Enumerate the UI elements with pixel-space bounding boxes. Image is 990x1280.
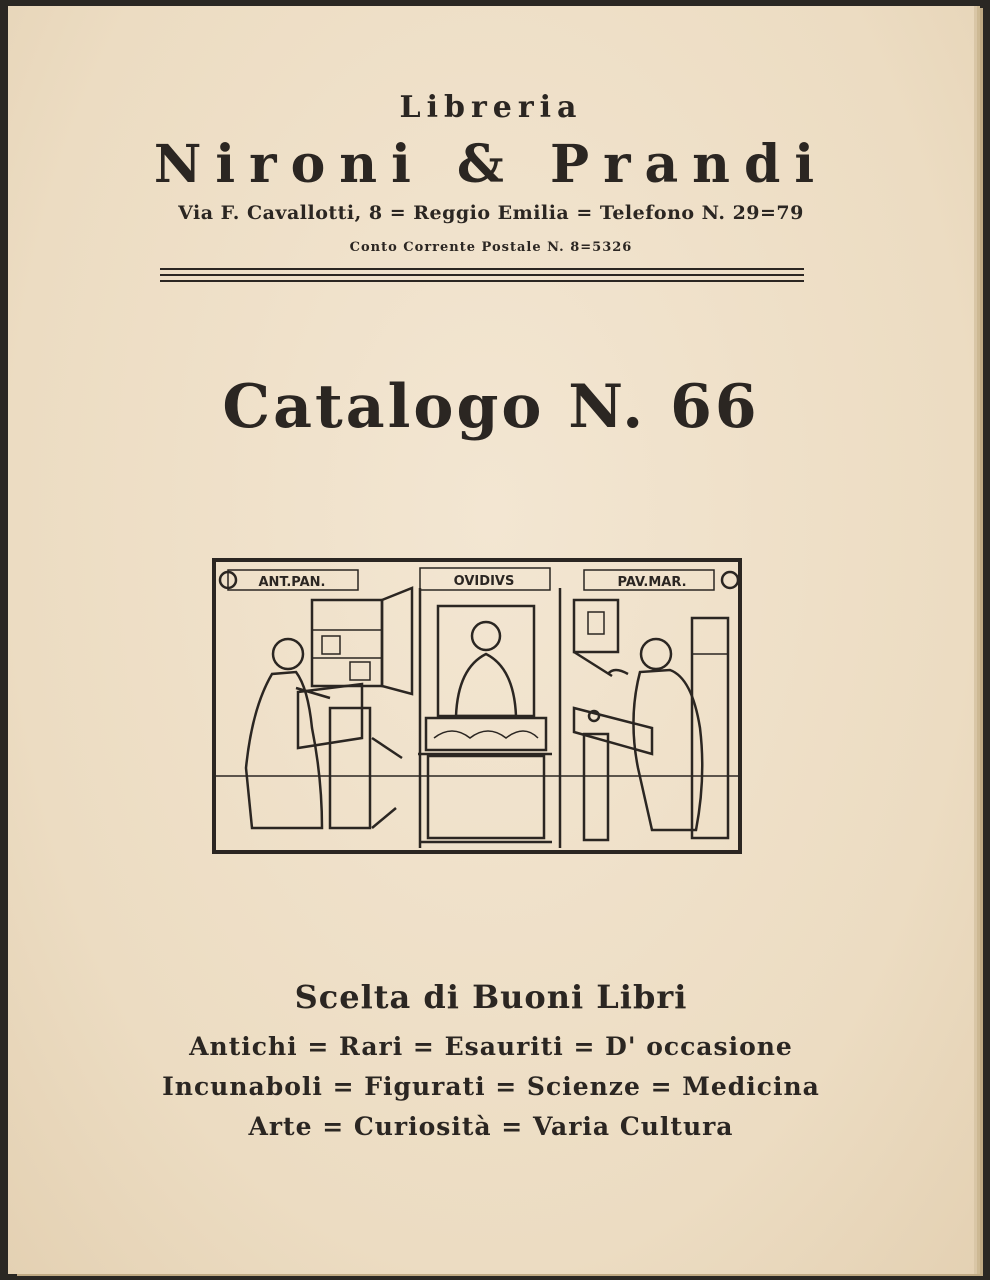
libreria-heading: Libreria <box>399 90 583 125</box>
firm-name: Nironi & Prandi <box>153 134 829 195</box>
postal-account-line: Conto Corrente Postale N. 8=5326 <box>349 240 633 255</box>
header-rule-bottom <box>160 280 804 282</box>
catalog-cover <box>8 6 974 1274</box>
contents-line-2: Incunaboli = Figurati = Scienze = Medicina <box>162 1072 820 1101</box>
header-rule-middle <box>160 274 804 276</box>
woodcut-label-left: ANT.PAN. <box>258 575 326 590</box>
catalog-title: Catalogo N. 66 <box>222 372 760 442</box>
header-rule-top <box>160 268 804 270</box>
woodcut-label-right: PAV.MAR. <box>617 575 687 590</box>
address-line: Via F. Cavallotti, 8 = Reggio Emilia = Telefono N. 29=79 <box>178 202 804 224</box>
contents-heading: Scelta di Buoni Libri <box>294 978 688 1016</box>
woodcut-label-center: OVIDIVS <box>453 574 515 589</box>
contents-line-3: Arte = Curiosità = Varia Cultura <box>248 1112 734 1141</box>
woodcut-illustration <box>212 558 742 854</box>
contents-line-1: Antichi = Rari = Esauriti = D' occasione <box>189 1032 793 1061</box>
